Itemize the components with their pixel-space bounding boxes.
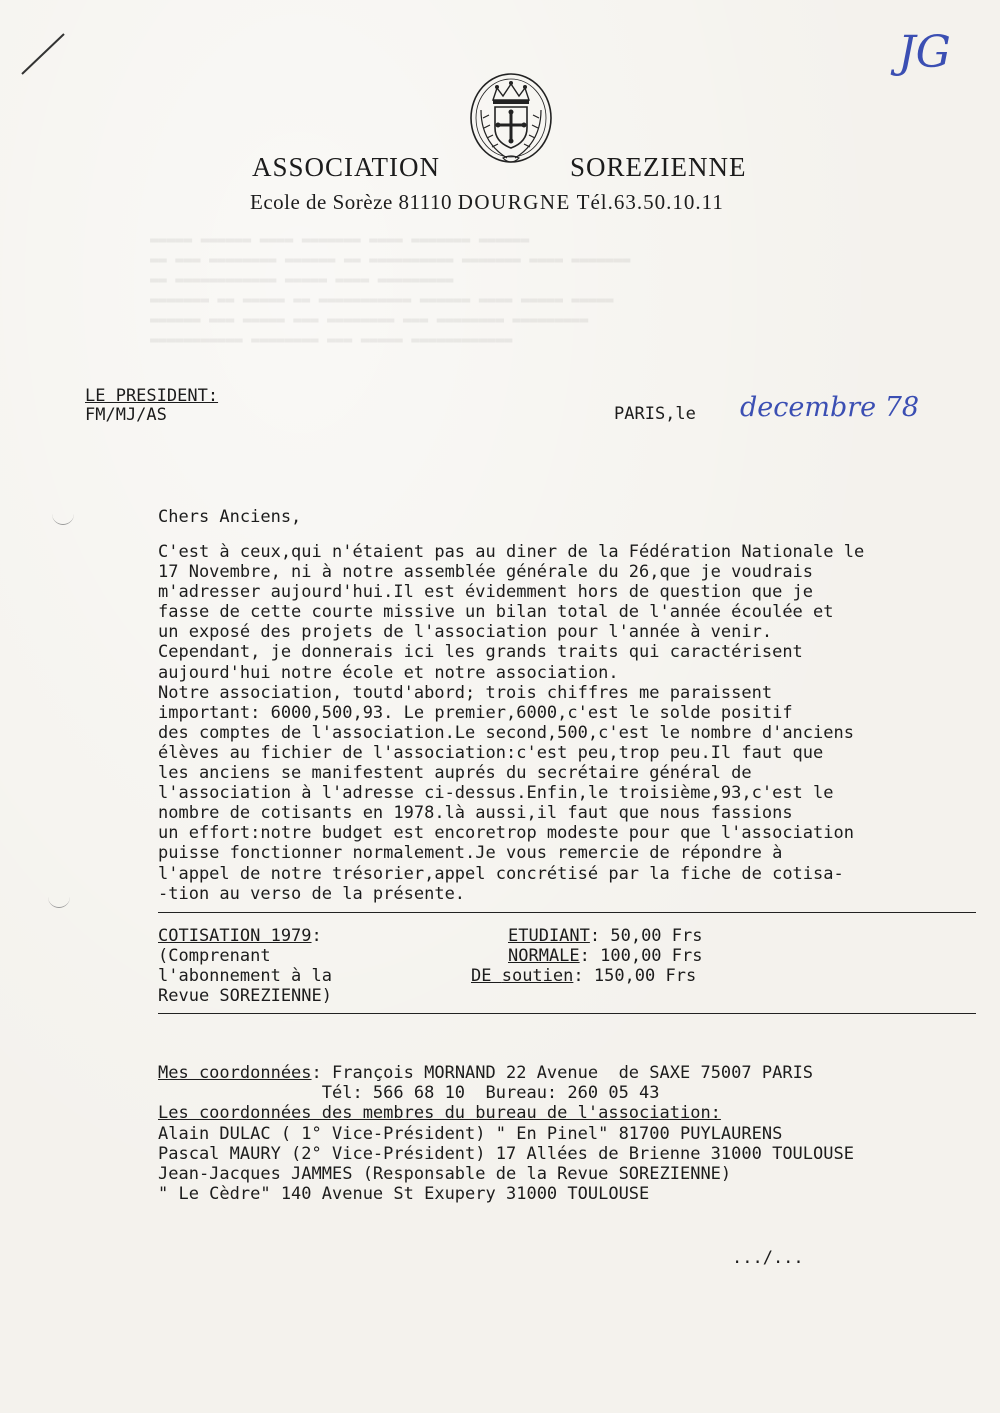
- body-line: des comptes de l'association.Le second,500,c'est le nombre d'anciens: [158, 722, 854, 743]
- body-line: les anciens se manifestent auprés du secrétaire général de: [158, 763, 752, 784]
- rate-label: NORMALE: [508, 946, 580, 966]
- rate-amount: : 100,00 Frs: [579, 946, 703, 966]
- continuation-mark: .../...: [732, 1248, 804, 1268]
- divider-bottom: [158, 1013, 976, 1014]
- contacts-mes-line: [158, 1063, 854, 1083]
- body-line: fasse de cette courte missive un bilan total de l'année écoulée et: [158, 602, 834, 623]
- address-postcode: 81110: [398, 190, 452, 214]
- body-line: Cependant, je donnerais ici les grands traits qui caractérisent: [158, 642, 803, 663]
- letter-place: PARIS,le: [614, 404, 696, 424]
- handwritten-date: decembre 78: [740, 392, 920, 423]
- body-line: Notre association, toutd'abord; trois chiffres me paraissent: [158, 682, 773, 703]
- rate-label-prefix: DE: [471, 966, 502, 986]
- member-line: " Le Cèdre" 140 Avenue St Exupery 31000 TOULOUSE: [158, 1184, 650, 1205]
- body-line: un effort:notre budget est encoretrop modeste pour que l'association: [158, 823, 854, 844]
- letter-salutation: Chers Anciens,: [158, 507, 302, 527]
- rate-label: ETUDIANT: [508, 926, 590, 946]
- cotisation-note-line: (Comprenant: [158, 946, 271, 966]
- body-line: -tion au verso de la présente.: [158, 883, 466, 904]
- rate-label: soutien: [501, 966, 574, 986]
- member-line: Pascal MAURY (2° Vice-Président) 17 Allées de Brienne 31000 TOULOUSE: [158, 1143, 854, 1164]
- rate-soutien: [471, 966, 696, 986]
- member-line: Jean-Jacques JAMMES (Responsable de la Revue SOREZIENNE): [158, 1164, 732, 1185]
- contacts-members-label: Les coordonnées des membres du bureau de l'association:: [158, 1103, 721, 1124]
- rate-etudiant: [508, 926, 702, 946]
- body-line: 17 Novembre, ni à notre assemblée générale du 26,que je voudrais: [158, 562, 814, 583]
- bleed-through-text: ▬▬▬▬▬ ▬▬▬▬▬▬ ▬▬▬▬ ▬▬▬▬▬▬▬ ▬▬▬▬ ▬▬▬▬▬▬▬ ▬▬▬▬▬▬ ▬▬ ▬▬▬ ▬▬▬▬▬▬▬▬ ▬▬▬▬▬▬ ▬▬ ▬▬▬▬▬▬▬▬▬▬ ▬▬▬▬▬▬▬ ▬▬▬▬ ▬▬▬▬▬▬▬ ▬▬ ▬▬▬▬▬▬▬▬▬▬▬▬ ▬▬▬▬▬ ▬▬▬▬ ▬▬▬▬▬▬▬▬▬ ▬▬▬▬▬▬▬ ▬▬ ▬▬▬▬▬ ▬▬ ▬▬▬▬▬▬▬▬▬▬▬ ▬▬▬▬▬▬ ▬▬▬▬ ▬▬▬▬▬ ▬▬▬▬▬ ▬▬▬▬▬▬ ▬▬▬ ▬▬▬▬▬ ▬▬▬ ▬▬▬▬▬▬▬▬ ▬▬▬ ▬▬▬▬▬▬▬▬ ▬▬▬▬▬▬▬▬▬ ▬▬▬▬▬▬▬▬▬▬▬ ▬▬▬▬▬▬▬▬ ▬▬▬ ▬▬▬▬▬ ▬▬▬▬▬▬▬▬▬▬▬▬: [150, 232, 631, 348]
- cotisation-note-line: Revue SOREZIENNE): [158, 986, 332, 1006]
- body-line: élèves au fichier de l'association:c'est peu,trop peu.Il faut que: [158, 742, 824, 763]
- letter-body: [158, 542, 998, 904]
- contacts-mes-address: : François MORNAND 22 Avenue de SAXE 75007 PARIS: [311, 1063, 814, 1083]
- member-line: Alain DULAC ( 1° Vice-Président) " En Pinel" 81700 PUYLAURENS: [158, 1123, 783, 1144]
- address-phone: Tél.63.50.10.11: [576, 190, 724, 214]
- contacts-mes-label: Mes coordonnées: [158, 1063, 312, 1083]
- contacts-block: [158, 1063, 854, 1204]
- association-address: [250, 190, 724, 215]
- pencil-mark-icon: [18, 30, 68, 80]
- address-town: DOURGNE: [457, 190, 571, 214]
- divider-top: [158, 912, 976, 913]
- cotisation-note-line: l'abonnement à la: [158, 966, 332, 986]
- body-line: nombre de cotisants en 1978.là aussi,il faut que nous fassions: [158, 803, 793, 824]
- body-line: m'adresser aujourd'hui.Il est évidemment hors de question que je: [158, 582, 814, 603]
- body-line: puisse fonctionner normalement.Je vous remercie de répondre à: [158, 843, 783, 864]
- association-name-right: SOREZIENNE: [570, 152, 747, 182]
- body-line: C'est à ceux,qui n'étaient pas au diner de la Fédération Nationale le: [158, 542, 865, 562]
- body-line: aujourd'hui notre école et notre association.: [158, 662, 619, 683]
- rate-amount: : 50,00 Frs: [589, 926, 703, 946]
- rate-amount: : 150,00 Frs: [573, 966, 697, 986]
- cotisation-title-colon: :: [311, 926, 322, 946]
- contacts-mes-phone: Tél: 566 68 10 Bureau: 260 05 43: [158, 1083, 660, 1104]
- body-line: important: 6000,500,93. Le premier,6000,c'est le solde positif: [158, 702, 793, 723]
- handwritten-corner-mark: JG: [898, 27, 951, 78]
- sender-reference: FM/MJ/AS: [85, 405, 167, 425]
- association-name-left: ASSOCIATION: [252, 152, 441, 182]
- body-line: l'association à l'adresse ci-dessus.Enfin,le troisième,93,c'est le: [158, 783, 834, 804]
- crest-logo-icon: [467, 70, 555, 170]
- address-school: Ecole de Sorèze: [250, 190, 393, 214]
- body-line: l'appel de notre trésorier,appel concrétisé par la fiche de cotisa-: [158, 863, 844, 884]
- rate-normale: [508, 946, 702, 966]
- cotisation-title: [158, 926, 322, 946]
- cotisation-title-text: COTISATION 1979: [158, 926, 312, 946]
- body-line: un exposé des projets de l'association pour l'année à venir.: [158, 622, 773, 643]
- punch-hole-mark: [52, 510, 74, 525]
- punch-hole-mark: [48, 893, 70, 908]
- sender-title: LE PRESIDENT:: [85, 386, 219, 406]
